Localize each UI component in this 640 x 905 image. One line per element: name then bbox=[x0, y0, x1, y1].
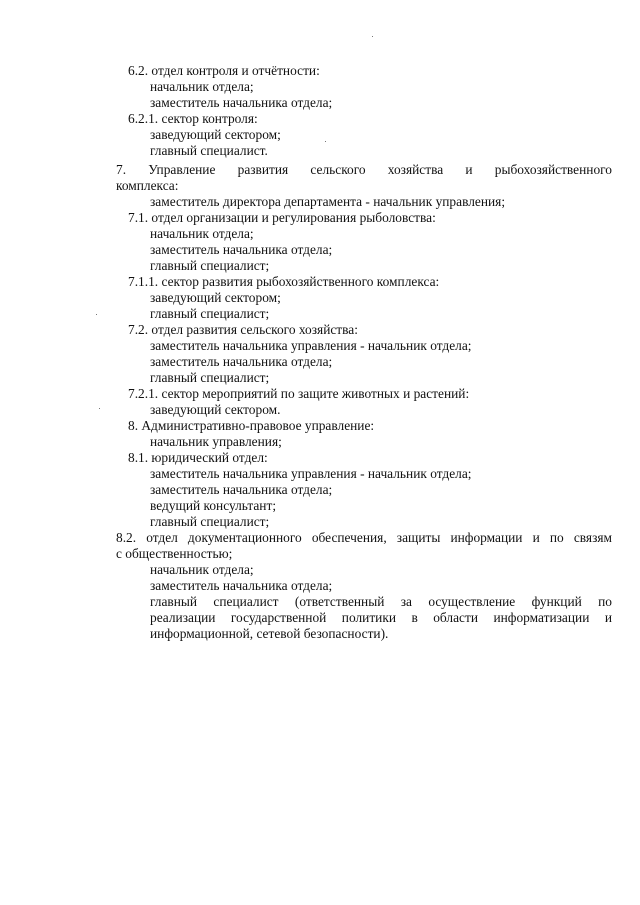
document-line: заведующий сектором. bbox=[150, 402, 281, 417]
document-line: 6.2. отдел контроля и отчётности: bbox=[128, 63, 320, 78]
document-line: начальник отдела; bbox=[150, 79, 254, 94]
document-line: заместитель начальника отдела; bbox=[150, 242, 333, 257]
document-line: 7.1.1. сектор развития рыбохозяйственного комплекса: bbox=[128, 274, 440, 289]
document-line: 8. Административно-правовое управление: bbox=[128, 418, 375, 433]
document-line: 8.1. юридический отдел: bbox=[128, 450, 268, 465]
document-line: 7.2.1. сектор мероприятий по защите животных и растений: bbox=[128, 386, 470, 401]
document-line: заместитель начальника отдела; bbox=[150, 482, 333, 497]
document-line: 7.2. отдел развития сельского хозяйства: bbox=[128, 322, 358, 337]
document-line: заместитель директора департамента - начальник управления; bbox=[150, 194, 506, 209]
document-line: заместитель начальника управления - начальник отдела; bbox=[150, 338, 472, 353]
document-line: заведующий сектором; bbox=[150, 127, 281, 142]
document-line: начальник отдела; bbox=[150, 226, 254, 241]
document-line: с общественностью; bbox=[116, 546, 233, 561]
document-line: главный специалист; bbox=[150, 370, 270, 385]
document-line: заместитель начальника отдела; bbox=[150, 354, 333, 369]
document-line: начальник управления; bbox=[150, 434, 282, 449]
document-line: главный специалист; bbox=[150, 306, 270, 321]
document-line: 6.2.1. сектор контроля: bbox=[128, 111, 258, 126]
document-line: заместитель начальника отдела; bbox=[150, 95, 333, 110]
document-line: заместитель начальника управления - начальник отдела; bbox=[150, 466, 472, 481]
document-line: 7. Управление развития сельского хозяйства и рыбохозяйственного bbox=[116, 162, 612, 177]
document-line: главный специалист; bbox=[150, 258, 270, 273]
document-line: ведущий консультант; bbox=[150, 498, 277, 513]
document-line: начальник отдела; bbox=[150, 562, 254, 577]
document-line: реализации государственной политики в области информатизации и bbox=[150, 610, 612, 625]
document-line: 8.2. отдел документационного обеспечения, защиты информации и по связям bbox=[116, 530, 612, 545]
document-line: главный специалист (ответственный за осуществление функций по bbox=[150, 594, 612, 609]
document-line: 7.1. отдел организации и регулирования рыболовства: bbox=[128, 210, 436, 225]
scan-speck bbox=[372, 36, 373, 37]
document-line: заместитель начальника отдела; bbox=[150, 578, 333, 593]
document-line: главный специалист. bbox=[150, 143, 268, 158]
document-line: главный специалист; bbox=[150, 514, 270, 529]
document-line: информационной, сетевой безопасности). bbox=[150, 626, 389, 641]
document-line: заведующий сектором; bbox=[150, 290, 281, 305]
document-line: комплекса: bbox=[116, 178, 179, 193]
